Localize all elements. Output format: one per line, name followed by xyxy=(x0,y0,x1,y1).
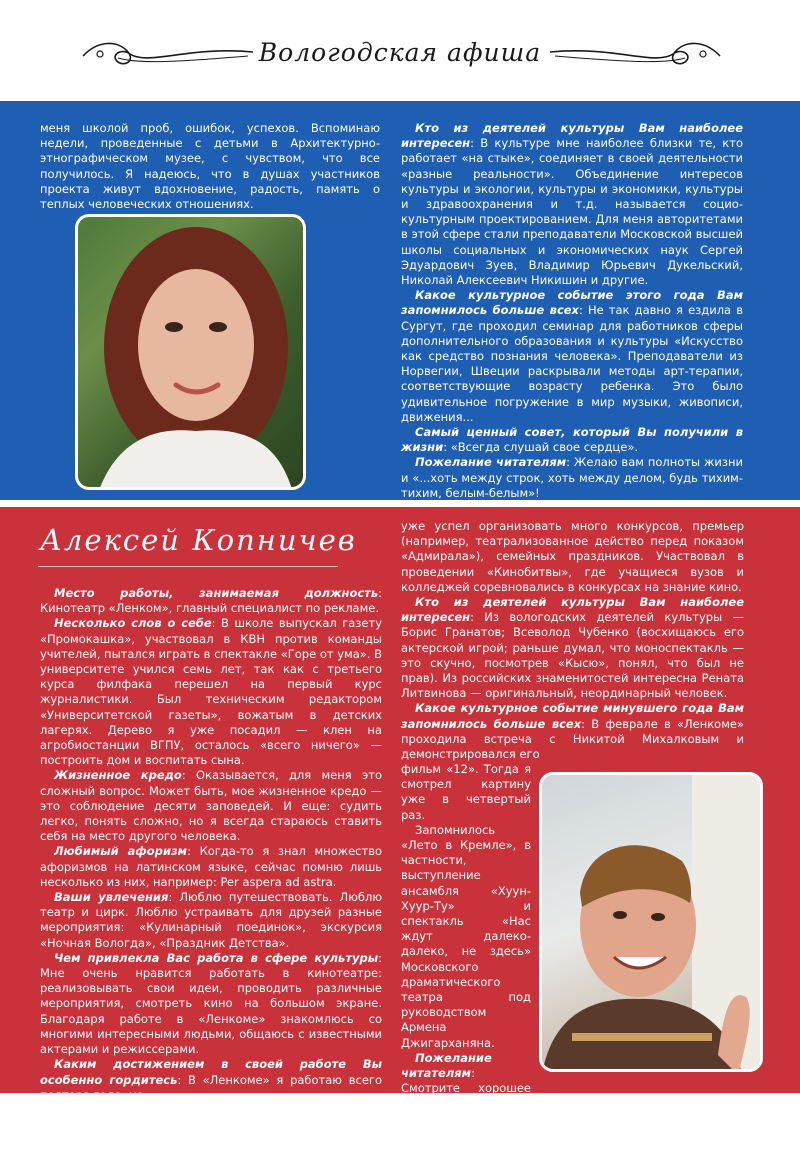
bottom-left-column xyxy=(40,586,382,1103)
question-label: Какое культурное событие этого года Вам запомнилось больше всех xyxy=(401,288,743,318)
answer-text: : Мне очень нравится работать в кинотеатре: реализовывать свои идеи, проводить различные мероприятия, смотреть кино на большом экране. Благодаря работе в «Ленкоме» знакомлюсь со многими интересными людьми, общаюсь с известными актерами и режиссерами. xyxy=(40,950,382,1057)
answer-text: : В культуре мне наиболее близки те, кто работает «на стыке», соединяет в своей деятельности «разные реальности». Объединение интересов культуры и экологии, культуры и экономики, культуры и здравоохранения и т.д. называется социо-культурным проектированием. Для меня авторитетами в этой сфере стали преподаватели Московской высшей школы социальных и экономических наук Сергей Эдуардович Зуев, Владимир Юрьевич Дукельский, Николай Алексеевич Никишин и другие. xyxy=(401,136,743,288)
answer-text: : Люблю путешествовать. Люблю театр и цирк. Люблю устраивать для друзей разные мероприятия: «Кулинарный поединок», экскурсия «Ночная Вологда», «Праздник Детства». xyxy=(40,890,382,950)
question-label: Любимый афоризм xyxy=(54,844,188,859)
page-header xyxy=(0,0,800,100)
question-label: Самый ценный совет, который Вы получили в жизни xyxy=(401,425,743,455)
bottom-right-column xyxy=(401,519,744,762)
right-flourish-icon xyxy=(545,34,725,74)
top-right-column xyxy=(401,121,743,501)
answer-text: : Из вологодских деятелей культуры — Борис Гранатов; Всеволод Чубенко (восхищаюсь его актерской игрой; раньше думал, что моноспектакль — это скучно, посмотрев «Кысю», понял, что был не прав). Из российских знаменитостей интересна Рената Литвинова — оригинальный, неординарный человек. xyxy=(401,610,744,701)
answer-text: : Оказывается, для меня это сложный вопрос. Может быть, мое жизненное кредо — это соблюдение десяти заповедей. И еще: судить легко, понять сложно, но я всегда стараюсь ставить себя на место другого человека. xyxy=(40,768,382,844)
answer-text: : Не так давно я ездила в Сургут, где проходил семинар для работников сферы дополнительного образования и культуры «Искусство как средство познания человека». Преподаватели из Норвегии, Швеции раскрывали методы арт-терапии, соответствующие возрасту ребенка. Это было удивительное погружение в мир музыки, живописи, движения... xyxy=(401,303,743,424)
person-name: Алексей Копничев xyxy=(40,523,357,557)
answer-text: : Смотрите хорошее кино, берегите своих близких, цените каждый миг, наслаждайтесь жизнью! xyxy=(401,1066,531,1172)
top-left-column xyxy=(40,121,380,212)
answer-text: : Кинотеатр «Ленком», главный специалист по рекламе. xyxy=(40,586,382,616)
continued-paragraph: уже успел организовать много конкурсов, премьер (например, театрализованное действо перед показом «Адмирала»), семейных праздников. Участвовал в проведении «Кинобитвы», где учащиеся вузов и колледжей соревновались в конкурсах на знание кино. xyxy=(401,519,744,594)
man-portrait-image xyxy=(542,775,763,1072)
woman-portrait-image xyxy=(78,217,306,490)
man-portrait-photo xyxy=(539,772,763,1072)
woman-portrait-photo xyxy=(75,214,306,490)
question-label: Каким достижением в своей работе Вы особенно гордитесь xyxy=(40,1057,382,1087)
question-label: Пожелание читателям xyxy=(401,1050,492,1081)
question-label: Кто из деятелей культуры Вам наиболее интересен xyxy=(401,121,743,151)
question-label: Пожелание читателям xyxy=(415,455,567,470)
answer-text: : Когда-то я знал множество афоризмов на латинском языке, сейчас помню лишь несколько из них, например: Per aspera ad astra. xyxy=(40,844,383,889)
question-label: Несколько слов о себе xyxy=(54,616,212,631)
answer-text: : «Всегда слушай свое сердце». xyxy=(443,440,639,455)
section-divider xyxy=(0,500,800,507)
question-label: Чем привлекла Вас работа в сфере культуры xyxy=(54,950,379,965)
bottom-right-narrow-column xyxy=(401,762,531,1172)
question-label: Жизненное кредо xyxy=(54,768,182,783)
answer-text: фильм «12». Тогда я смотрел картину уже в четвертый раз. xyxy=(401,762,531,822)
answer-text: : В школе выпускал газету «Промокашка», участвовал в КВН против команды учителей, пытался играть в спектакле «Горе от ума». В университете учился семь лет, так как с третьего курса филфака перешел на первый курс журналистики. Был техническим редактором «Университетской газеты», вожатым в детских лагерях. Дерево я уже посадил — клен на агробиостанции ВГПУ, осталось «всего ничего» — построить дом и воспитать сына. xyxy=(40,616,383,768)
answer-text: : Желаю вам полноты жизни и «...хоть между строк, хоть между делом, будь тихим-тихим, белым-белым»! xyxy=(401,455,744,500)
question-label: Ваши увлечения xyxy=(54,890,169,905)
question-label: Место работы, занимаемая должность xyxy=(54,586,379,600)
question-label: Какое культурное событие минувшего года Вам запомнилось больше всех xyxy=(401,701,744,731)
intro-paragraph: меня школой проб, ошибок, успехов. Вспоминаю недели, проведенные с детьми в Архитектурно-этнографическом музее, с чувством, что все получилось. Я надеюсь, что в душах участников проекта живут вдохновение, радость, память о теплых человеческих отношениях. xyxy=(40,121,380,212)
answer-text: : В «Ленкоме» я работаю всего полтора года, но xyxy=(40,1072,382,1102)
header-title: Вологодская афиша xyxy=(258,38,542,67)
answer-text: Запомнилось «Лето в Кремле», в частности, выступление ансамбля «Хуун-Хуур-Ту» и спектакль «Нас ждут далеко-далеко, не здесь» Московского драматического театра под руководством Армена Джигарханяна. xyxy=(401,822,531,1050)
answer-text: : В феврале в «Ленкоме» проходила встреча с Никитой Михалковым и демонстрировался его xyxy=(401,716,745,762)
name-underline xyxy=(38,566,338,567)
question-label: Кто из деятелей культуры Вам наиболее интересен xyxy=(401,595,744,625)
